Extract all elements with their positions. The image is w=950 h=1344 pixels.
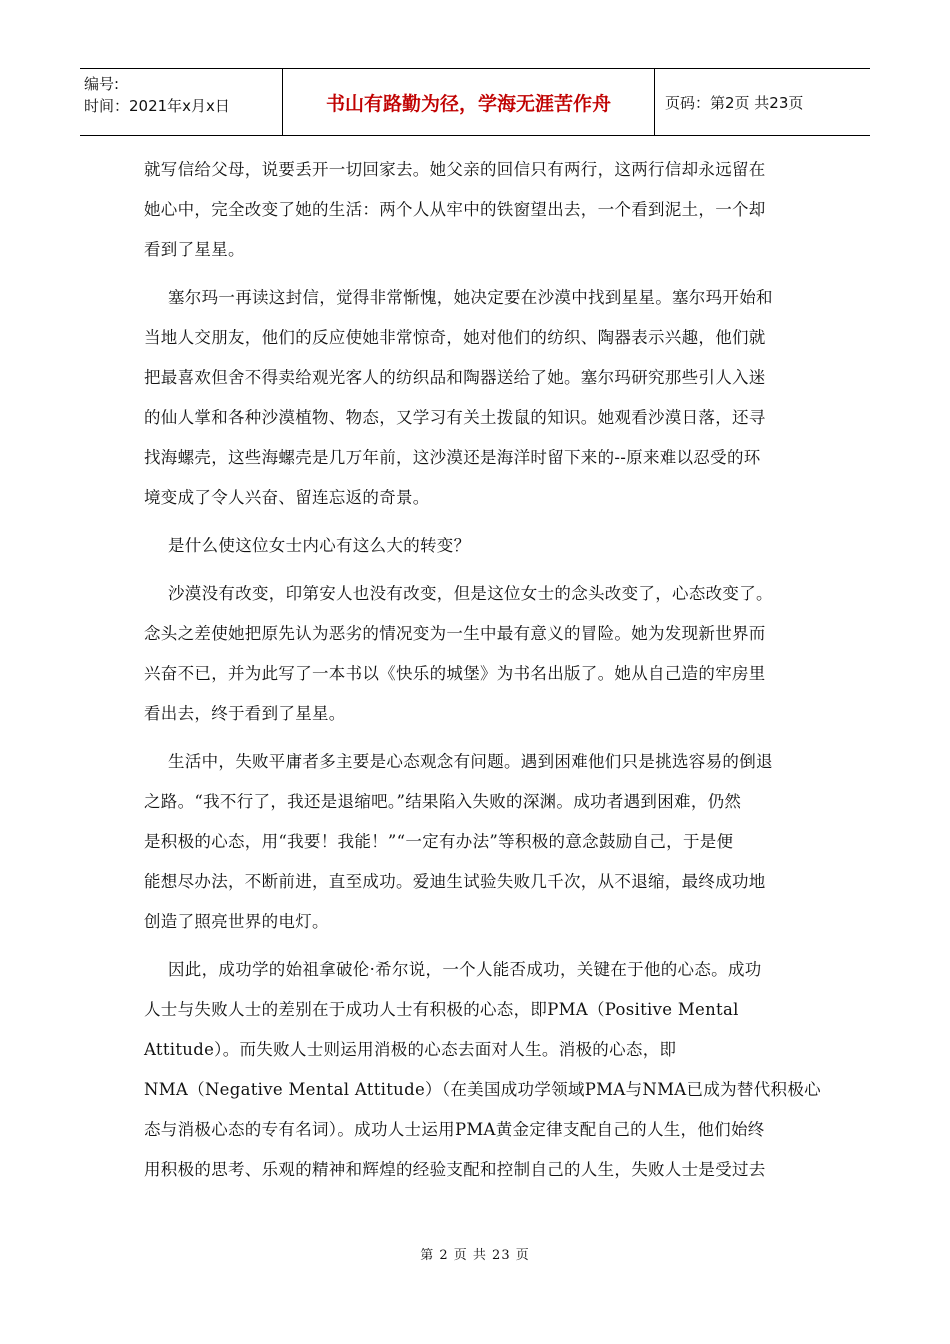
body-line: 是什么使这位女士内心有这么大的转变？ — [168, 536, 471, 555]
body-line: 用积极的思考、乐观的精神和辉煌的经验支配和控制自己的人生，失败人士是受过去 — [144, 1160, 766, 1179]
body-line: 之路。“我不行了，我还是退缩吧。”结果陷入失败的深渊。成功者遇到困难，仍然 — [144, 792, 742, 811]
body-line: 塞尔玛一再读这封信，觉得非常惭愧，她决定要在沙漠中找到星星。塞尔玛开始和 — [168, 288, 773, 307]
header-motto: 书山有路勤为径，学海无涯苦作舟 — [283, 69, 655, 135]
header-meta — [80, 69, 283, 135]
body-line: 念头之差使她把原先认为恶劣的情况变为一生中最有意义的冒险。她为发现新世界而 — [144, 624, 766, 643]
body-line: Attitude）。而失败人士则运用消极的心态去面对人生。消极的心态，即 — [144, 1040, 677, 1059]
body-line: 生活中，失败平庸者多主要是心态观念有问题。遇到困难他们只是挑选容易的倒退 — [168, 752, 773, 771]
body-line: 人士与失败人士的差别在于成功人士有积极的心态，即PMA（Positive Mental — [144, 1000, 739, 1019]
body-line: 态与消极心态的专有名词）。成功人士运用PMA黄金定律支配自己的人生，他们始终 — [144, 1120, 765, 1139]
body-line: 看到了星星。 — [144, 240, 245, 259]
body-line: 因此，成功学的始祖拿破伦·希尔说，一个人能否成功，关键在于他的心态。成功 — [168, 960, 762, 979]
body-line: 找海螺壳，这些海螺壳是几万年前，这沙漠还是海洋时留下来的--原来难以忍受的环 — [144, 448, 761, 467]
document-body — [144, 150, 821, 1190]
body-line: 创造了照亮世界的电灯。 — [144, 912, 329, 931]
page-header — [80, 68, 870, 136]
page-footer: 第 2 页 共 23 页 — [420, 1248, 530, 1263]
body-line: 把最喜欢但舍不得卖给观光客人的纺织品和陶器送给了她。塞尔玛研究那些引人入迷 — [144, 368, 766, 387]
body-line: 的仙人掌和各种沙漠植物、物态，又学习有关土拨鼠的知识。她观看沙漠日落，还寻 — [144, 408, 766, 427]
body-line: 看出去，终于看到了星星。 — [144, 704, 346, 723]
body-line: 兴奋不已，并为此写了一本书以《快乐的城堡》为书名出版了。她从自己造的牢房里 — [144, 664, 766, 683]
header-page-code: 页码：第2页 共23页 — [665, 93, 804, 112]
body-line: 当地人交朋友，他们的反应使她非常惊奇，她对他们的纺织、陶器表示兴趣，他们就 — [144, 328, 766, 347]
body-line: 沙漠没有改变，印第安人也没有改变，但是这位女士的念头改变了，心态改变了。 — [168, 584, 773, 603]
time-label: 时间：2021年x月x日 — [84, 97, 230, 115]
body-line: 就写信给父母，说要丢开一切回家去。她父亲的回信只有两行，这两行信却永远留在 — [144, 160, 766, 179]
body-line: 境变成了令人兴奋、留连忘返的奇景。 — [144, 488, 430, 507]
body-line: 是积极的心态，用“我要！我能！”“一定有办法”等积极的意念鼓励自己，于是便 — [144, 832, 734, 851]
body-line: NMA（Negative Mental Attitude）（在美国成功学领域PMA与NMA已成为替代积极心 — [144, 1080, 821, 1099]
body-line: 能想尽办法，不断前进，直至成功。爱迪生试验失败几千次，从不退缩，最终成功地 — [144, 872, 766, 891]
serial-label: 编号: — [84, 75, 120, 93]
body-line: 她心中，完全改变了她的生活：两个人从牢中的铁窗望出去，一个看到泥土，一个却 — [144, 200, 766, 219]
